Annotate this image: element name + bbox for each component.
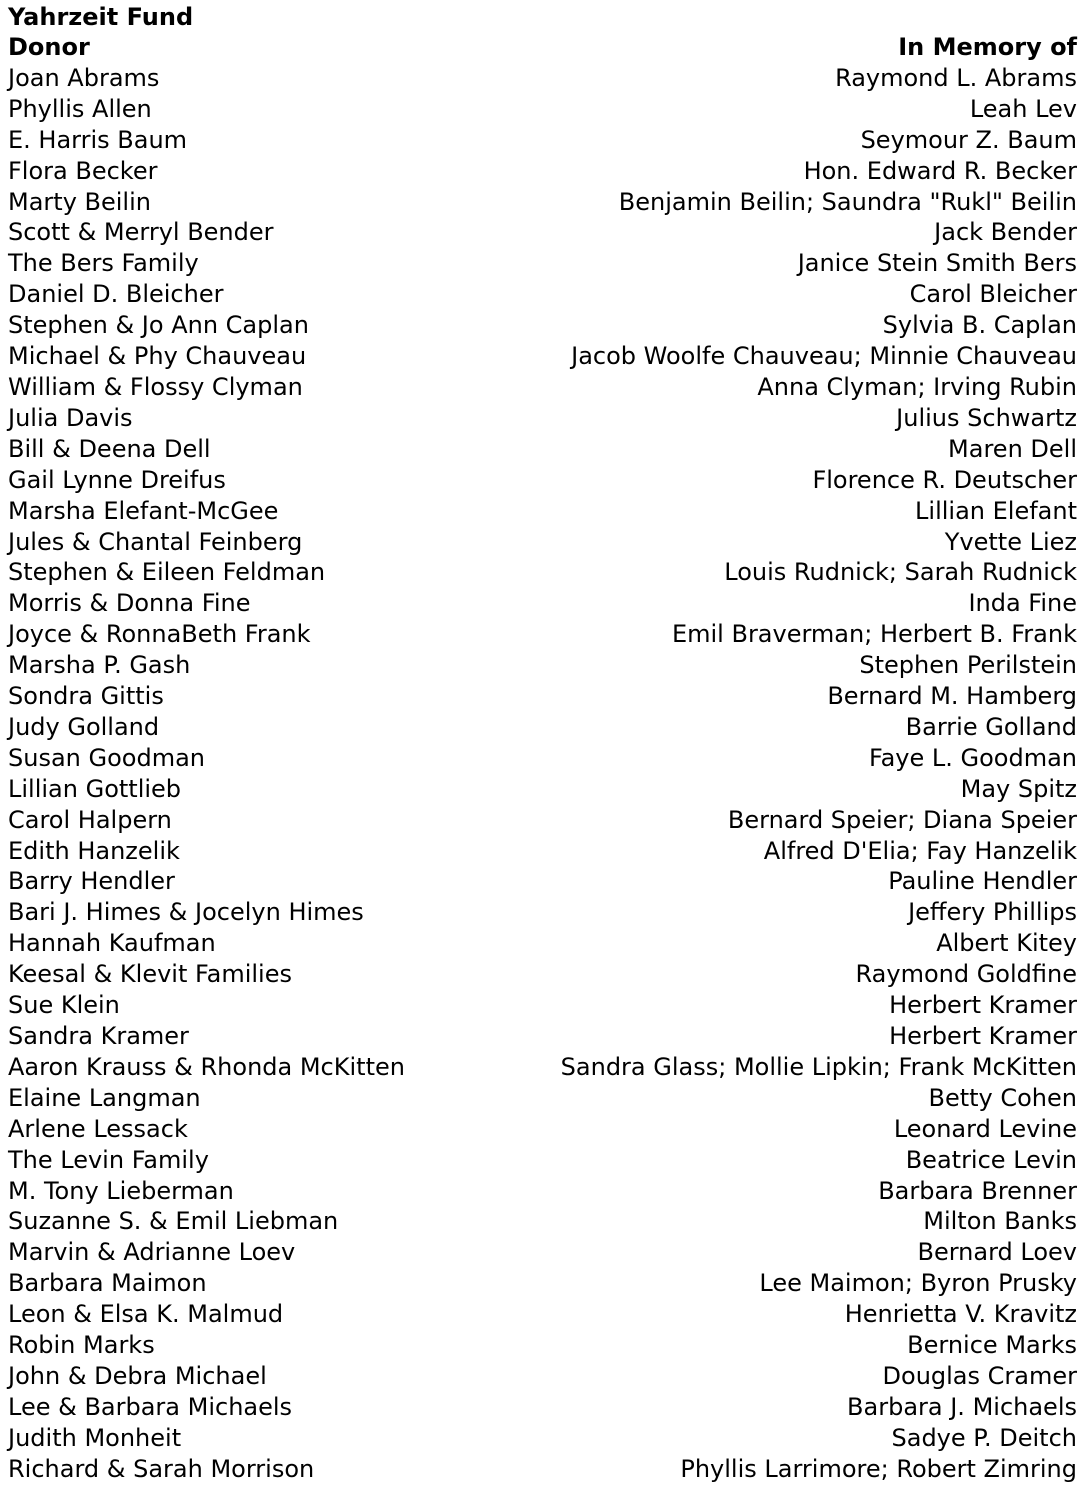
donor-name: Michael & Phy Chauveau (8, 342, 307, 371)
donor-name: Stephen & Eileen Feldman (8, 558, 326, 587)
donor-name: Judy Golland (8, 712, 160, 741)
table-row (8, 1052, 1077, 1083)
in-memory-of-name: May Spitz (960, 774, 1077, 803)
in-memory-of-name: Betty Cohen (928, 1083, 1077, 1112)
donor-name: Susan Goodman (8, 743, 205, 772)
donor-name: Stephen & Jo Ann Caplan (8, 311, 309, 340)
in-memory-of-name: Lillian Elefant (915, 496, 1077, 525)
table-row (8, 187, 1077, 218)
table-body (8, 63, 1077, 1485)
in-memory-of-name: Phyllis Larrimore; Robert Zimring (680, 1454, 1077, 1483)
table-row (8, 217, 1077, 248)
table-row (8, 496, 1077, 527)
in-memory-of-name: Milton Banks (923, 1207, 1077, 1236)
donor-name: The Levin Family (8, 1145, 209, 1174)
in-memory-of-name: Carol Bleicher (909, 280, 1077, 309)
table-row (8, 1268, 1077, 1299)
table-row (8, 1021, 1077, 1052)
donor-name: Morris & Donna Fine (8, 589, 251, 618)
in-memory-of-name: Florence R. Deutscher (812, 465, 1077, 494)
donor-name: Sondra Gittis (8, 682, 164, 711)
donor-name: William & Flossy Clyman (8, 372, 303, 401)
donor-name: John & Debra Michael (8, 1361, 267, 1390)
donor-name: Aaron Krauss & Rhonda McKitten (8, 1052, 405, 1081)
in-memory-of-name: Raymond Goldfine (855, 960, 1077, 989)
donor-name: Marvin & Adrianne Loev (8, 1238, 296, 1267)
donor-name: Robin Marks (8, 1331, 155, 1360)
table-row (8, 1176, 1077, 1207)
in-memory-of-name: Douglas Cramer (882, 1361, 1077, 1390)
table-row (8, 372, 1077, 403)
page-title: Yahrzeit Fund (8, 3, 194, 31)
table-row (8, 1237, 1077, 1268)
in-memory-of-name: Leonard Levine (893, 1114, 1077, 1143)
in-memory-of-name: Jeffery Phillips (908, 898, 1077, 927)
in-memory-of-name: Albert Kitey (936, 929, 1077, 958)
donor-name: M. Tony Lieberman (8, 1176, 234, 1205)
table-row (8, 959, 1077, 990)
table-row (8, 1361, 1077, 1392)
in-memory-of-name: Seymour Z. Baum (860, 125, 1077, 154)
donor-name: Phyllis Allen (8, 94, 152, 123)
in-memory-of-name: Sylvia B. Caplan (882, 311, 1077, 340)
table-row (8, 928, 1077, 959)
in-memory-of-name: Alfred D'Elia; Fay Hanzelik (763, 836, 1077, 865)
table-row (8, 527, 1077, 558)
donor-name: Bari J. Himes & Jocelyn Himes (8, 898, 364, 927)
table-row (8, 94, 1077, 125)
table-row (8, 743, 1077, 774)
donor-name: Gail Lynne Dreifus (8, 465, 226, 494)
table-row (8, 279, 1077, 310)
donor-name: Hannah Kaufman (8, 929, 216, 958)
donor-name: Marsha P. Gash (8, 651, 191, 680)
table-row (8, 557, 1077, 588)
in-memory-of-name: Pauline Hendler (888, 867, 1077, 896)
donor-name: Suzanne S. & Emil Liebman (8, 1207, 339, 1236)
donor-name: Sue Klein (8, 991, 120, 1020)
in-memory-of-name: Maren Dell (948, 434, 1077, 463)
table-header-row (8, 32, 1077, 63)
donor-name: Joan Abrams (8, 63, 160, 92)
donor-name: Edith Hanzelik (8, 836, 180, 865)
table-row (8, 990, 1077, 1021)
table-row (8, 1330, 1077, 1361)
table-row (8, 866, 1077, 897)
donor-name: Julia Davis (8, 403, 133, 432)
in-memory-of-name: Anna Clyman; Irving Rubin (757, 372, 1077, 401)
donor-name: The Bers Family (8, 249, 199, 278)
in-memory-of-name: Inda Fine (968, 589, 1077, 618)
in-memory-of-name: Henrietta V. Kravitz (844, 1300, 1077, 1329)
donor-name: Elaine Langman (8, 1083, 201, 1112)
donor-table (8, 32, 1077, 1485)
table-row (8, 434, 1077, 465)
in-memory-of-name: Bernice Marks (907, 1331, 1077, 1360)
in-memory-of-name: Beatrice Levin (905, 1145, 1077, 1174)
donor-name: Sandra Kramer (8, 1022, 189, 1050)
donor-name: Barbara Maimon (8, 1269, 207, 1298)
donor-name: Judith Monheit (8, 1423, 182, 1452)
donor-name: Keesal & Klevit Families (8, 960, 292, 989)
in-memory-of-name: Bernard M. Hamberg (827, 682, 1077, 711)
in-memory-of-name: Lee Maimon; Byron Prusky (759, 1269, 1077, 1298)
table-row (8, 1454, 1077, 1485)
donor-name: Flora Becker (8, 156, 158, 185)
in-memory-of-name: Sadye P. Deitch (891, 1423, 1077, 1452)
table-row (8, 1299, 1077, 1330)
donor-name: Leon & Elsa K. Malmud (8, 1300, 284, 1329)
in-memory-of-name: Julius Schwartz (896, 403, 1077, 432)
table-row (8, 1114, 1077, 1145)
donor-name: Lee & Barbara Michaels (8, 1392, 293, 1421)
table-row (8, 1392, 1077, 1423)
table-row (8, 341, 1077, 372)
in-memory-of-name: Raymond L. Abrams (835, 63, 1077, 92)
table-row (8, 403, 1077, 434)
donor-name: Joyce & RonnaBeth Frank (8, 620, 311, 649)
in-memory-of-name: Herbert Kramer (889, 991, 1077, 1020)
in-memory-of-name: Jacob Woolfe Chauveau; Minnie Chauveau (571, 342, 1077, 371)
donor-name: Scott & Merryl Bender (8, 218, 274, 247)
in-memory-of-name: Leah Lev (969, 94, 1077, 123)
in-memory-of-name: Barbara Brenner (878, 1176, 1077, 1205)
memory-column-header: In Memory of (898, 33, 1077, 61)
table-row (8, 465, 1077, 496)
table-row (8, 619, 1077, 650)
table-row (8, 897, 1077, 928)
in-memory-of-name: Yvette Liez (944, 527, 1077, 556)
table-row (8, 310, 1077, 341)
in-memory-of-name: Benjamin Beilin; Saundra "Rukl" Beilin (618, 187, 1077, 216)
table-row (8, 156, 1077, 187)
in-memory-of-name: Barrie Golland (905, 712, 1077, 741)
donor-name: Arlene Lessack (8, 1114, 188, 1143)
table-row (8, 248, 1077, 279)
in-memory-of-name: Faye L. Goodman (868, 743, 1077, 772)
in-memory-of-name: Bernard Speier; Diana Speier (727, 805, 1077, 834)
in-memory-of-name: Herbert Kramer (889, 1022, 1077, 1050)
table-row (8, 63, 1077, 94)
donor-name: Barry Hendler (8, 867, 175, 896)
donor-name: Carol Halpern (8, 805, 172, 834)
table-row (8, 1145, 1077, 1176)
in-memory-of-name: Louis Rudnick; Sarah Rudnick (724, 558, 1077, 587)
table-row (8, 1206, 1077, 1237)
donor-name: E. Harris Baum (8, 125, 188, 154)
donor-name: Marty Beilin (8, 187, 151, 216)
table-row (8, 1423, 1077, 1454)
table-row (8, 125, 1077, 156)
in-memory-of-name: Sandra Glass; Mollie Lipkin; Frank McKitten (560, 1052, 1077, 1081)
donor-name: Jules & Chantal Feinberg (8, 527, 303, 556)
donor-name: Bill & Deena Dell (8, 434, 211, 463)
in-memory-of-name: Hon. Edward R. Becker (803, 156, 1077, 185)
in-memory-of-name: Janice Stein Smith Bers (797, 249, 1077, 278)
in-memory-of-name: Barbara J. Michaels (847, 1392, 1077, 1421)
table-row (8, 836, 1077, 867)
table-row (8, 681, 1077, 712)
in-memory-of-name: Emil Braverman; Herbert B. Frank (671, 620, 1077, 649)
donor-name: Daniel D. Bleicher (8, 280, 224, 309)
donor-name: Richard & Sarah Morrison (8, 1454, 315, 1483)
donor-name: Marsha Elefant-McGee (8, 496, 279, 525)
donor-column-header: Donor (8, 33, 90, 61)
in-memory-of-name: Bernard Loev (917, 1238, 1077, 1267)
table-row (8, 774, 1077, 805)
table-row (8, 1083, 1077, 1114)
table-row (8, 588, 1077, 619)
table-row (8, 712, 1077, 743)
in-memory-of-name: Stephen Perilstein (859, 651, 1077, 680)
donor-name: Lillian Gottlieb (8, 774, 182, 803)
table-row (8, 650, 1077, 681)
in-memory-of-name: Jack Bender (934, 218, 1077, 247)
table-row (8, 805, 1077, 836)
